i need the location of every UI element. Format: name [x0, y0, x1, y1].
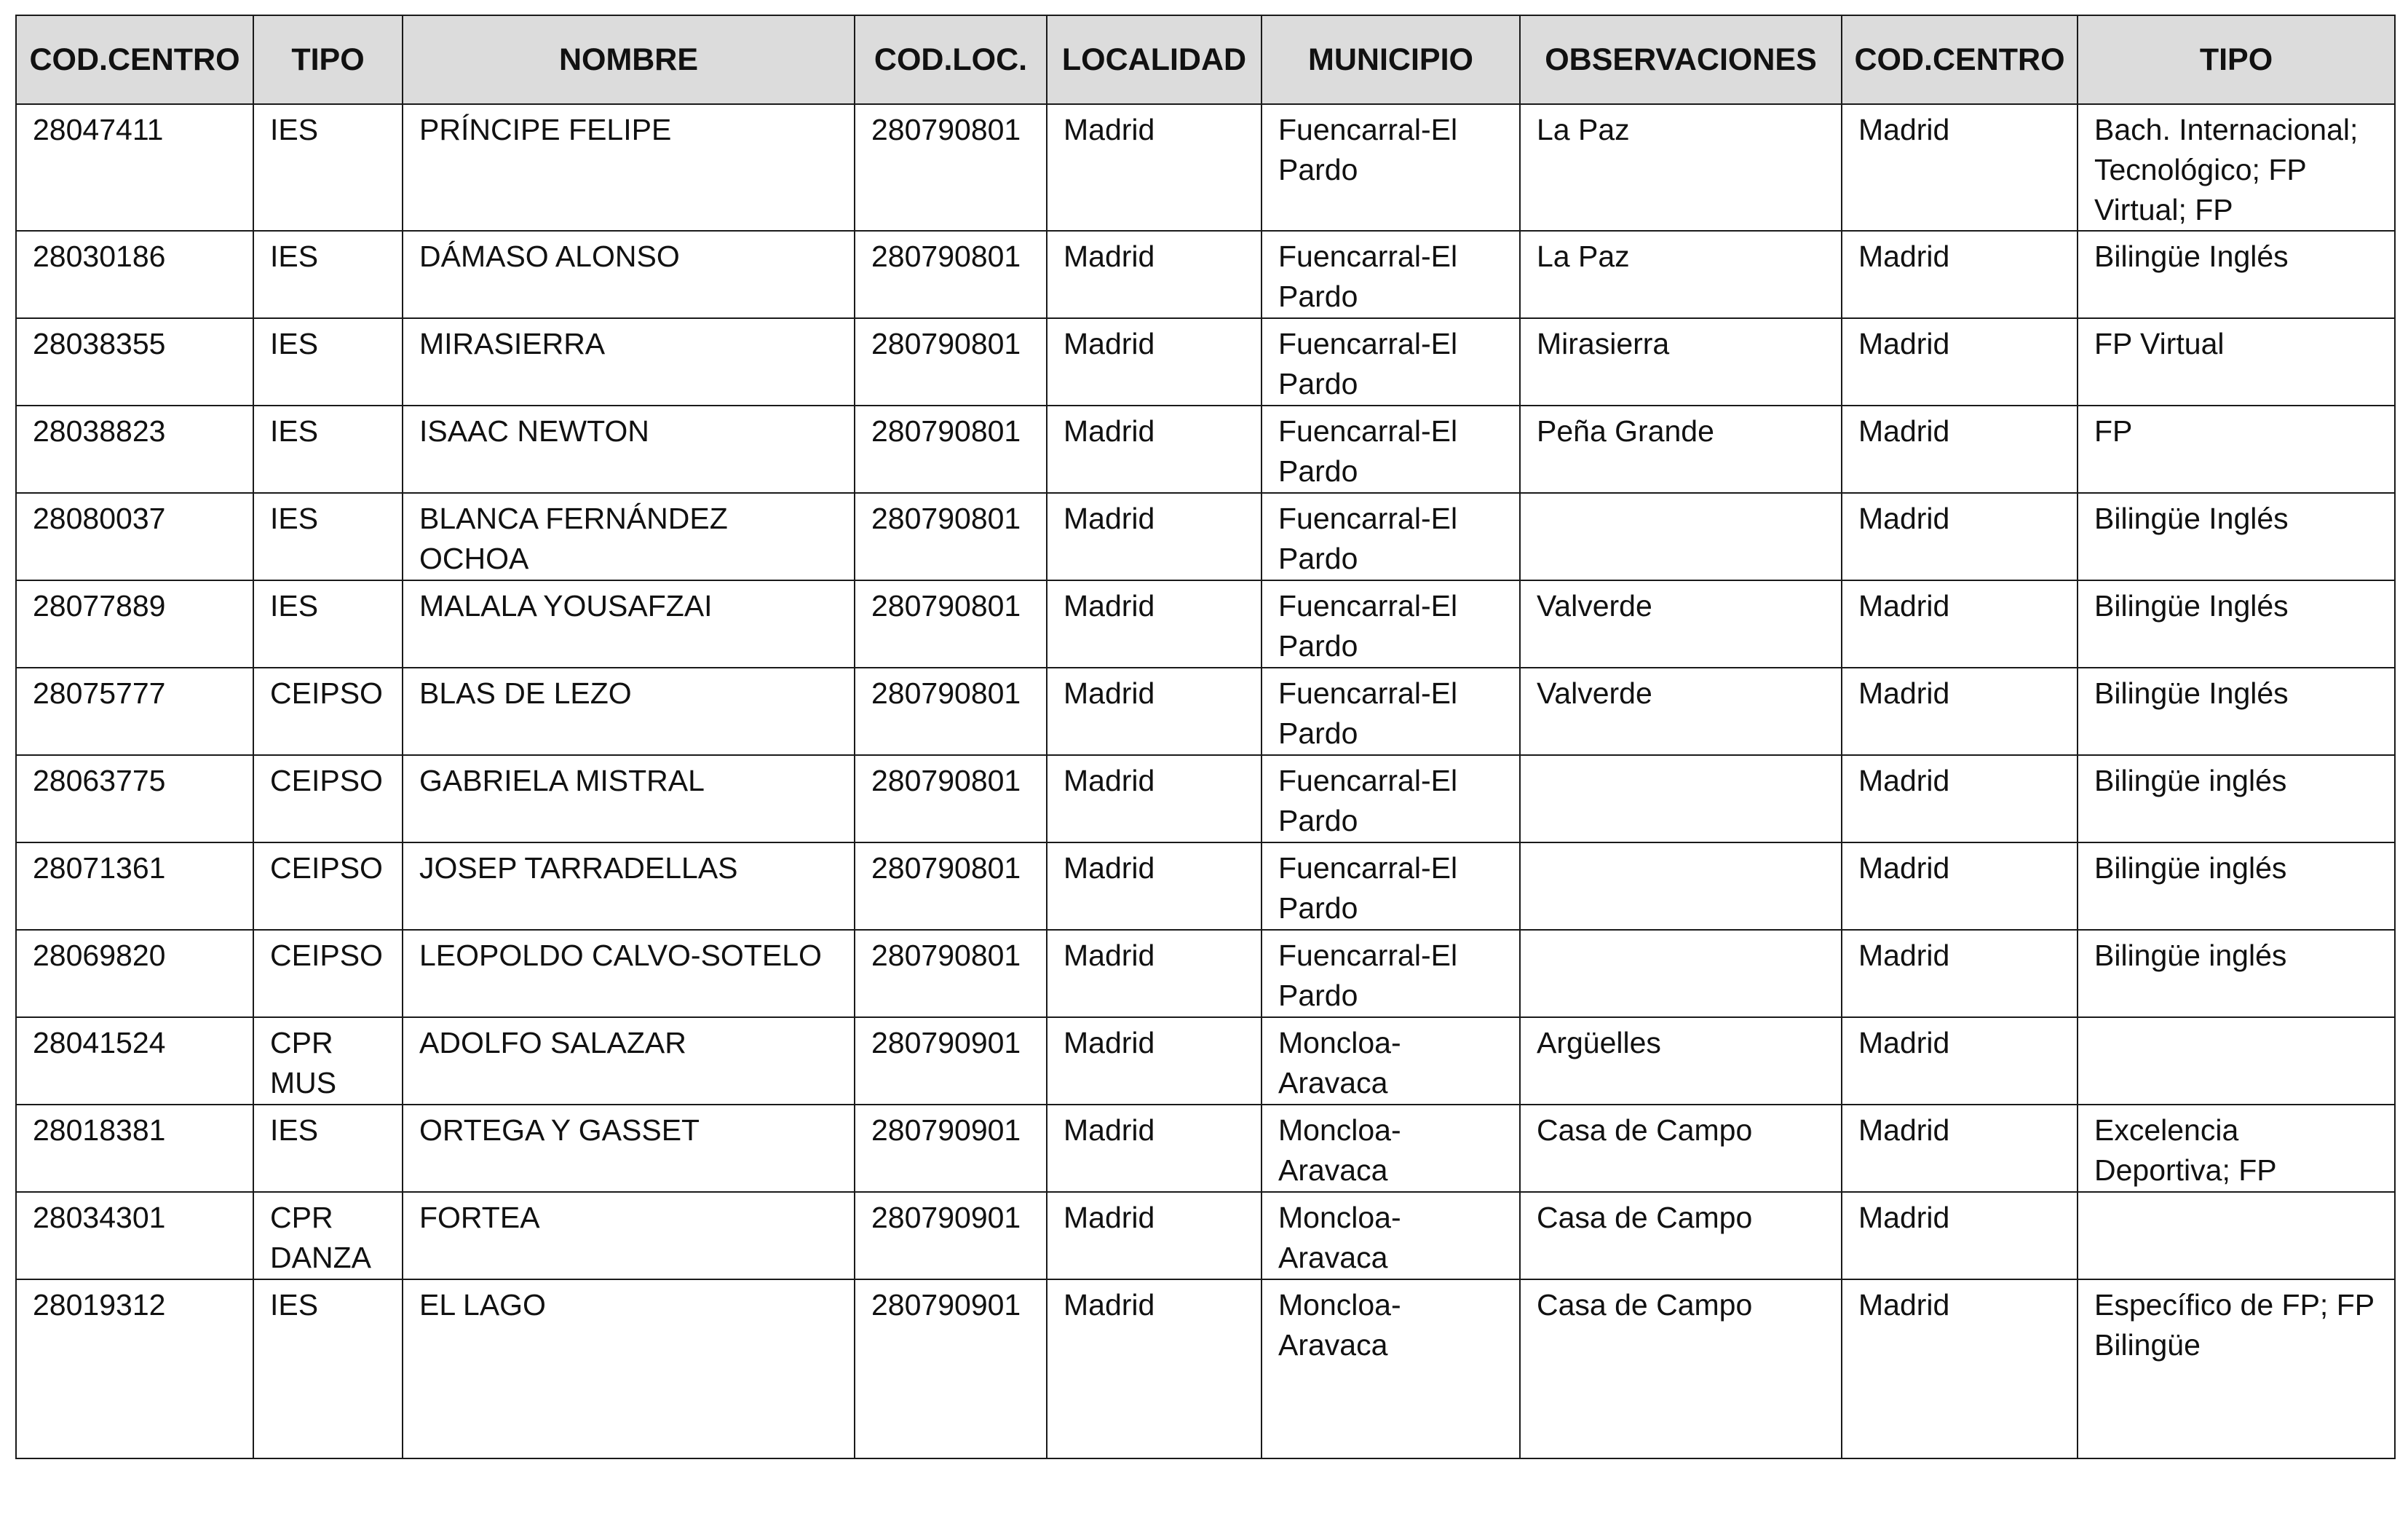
cell-tipo-2 [2078, 1017, 2395, 1105]
cell-cod-centro: 28018381 [16, 1105, 253, 1192]
header-municipio: MUNICIPIO [1262, 15, 1520, 104]
header-tipo-2: TIPO [2078, 15, 2395, 104]
cell-nombre: PRÍNCIPE FELIPE [403, 104, 855, 231]
cell-cod-loc: 280790801 [855, 755, 1047, 842]
cell-localidad: Madrid [1047, 1192, 1262, 1279]
cell-municipio: Fuencarral-El Pardo [1262, 493, 1520, 580]
table-header [16, 15, 2395, 104]
cell-tipo-2: Excelencia Deportiva; FP [2078, 1105, 2395, 1192]
cell-tipo: CPR MUS [253, 1017, 403, 1105]
header-observaciones: OBSERVACIONES [1520, 15, 1842, 104]
cell-cod-centro-2: Madrid [1842, 231, 2078, 318]
cell-localidad: Madrid [1047, 318, 1262, 406]
table-row [16, 318, 2395, 406]
cell-municipio: Fuencarral-El Pardo [1262, 930, 1520, 1017]
cell-cod-loc: 280790801 [855, 580, 1047, 668]
cell-tipo: IES [253, 231, 403, 318]
cell-cod-centro-2: Madrid [1842, 668, 2078, 755]
cell-cod-centro: 28038823 [16, 406, 253, 493]
table-body [16, 104, 2395, 1458]
document-page [15, 15, 2394, 1459]
cell-tipo: IES [253, 318, 403, 406]
table-row [16, 842, 2395, 930]
cell-cod-centro: 28047411 [16, 104, 253, 231]
cell-tipo-2: FP [2078, 406, 2395, 493]
cell-cod-centro: 28019312 [16, 1279, 253, 1458]
cell-municipio: Moncloa-Aravaca [1262, 1192, 1520, 1279]
cell-localidad: Madrid [1047, 842, 1262, 930]
cell-cod-loc: 280790801 [855, 930, 1047, 1017]
cell-cod-centro-2: Madrid [1842, 580, 2078, 668]
cell-cod-loc: 280790801 [855, 668, 1047, 755]
table-row [16, 755, 2395, 842]
cell-cod-centro: 28034301 [16, 1192, 253, 1279]
cell-observaciones: Casa de Campo [1520, 1192, 1842, 1279]
cell-cod-centro: 28030186 [16, 231, 253, 318]
cell-cod-loc: 280790801 [855, 231, 1047, 318]
header-localidad: LOCALIDAD [1047, 15, 1262, 104]
cell-nombre: BLAS DE LEZO [403, 668, 855, 755]
header-nombre: NOMBRE [403, 15, 855, 104]
cell-cod-centro: 28071361 [16, 842, 253, 930]
table-row [16, 668, 2395, 755]
cell-observaciones: La Paz [1520, 104, 1842, 231]
cell-cod-centro-2: Madrid [1842, 1105, 2078, 1192]
cell-observaciones [1520, 755, 1842, 842]
cell-municipio: Fuencarral-El Pardo [1262, 580, 1520, 668]
cell-cod-loc: 280790901 [855, 1192, 1047, 1279]
cell-tipo-2: Bilingüe inglés [2078, 930, 2395, 1017]
cell-nombre: ISAAC NEWTON [403, 406, 855, 493]
cell-cod-loc: 280790901 [855, 1017, 1047, 1105]
cell-cod-centro-2: Madrid [1842, 1017, 2078, 1105]
cell-cod-loc: 280790801 [855, 493, 1047, 580]
table-row [16, 406, 2395, 493]
cell-localidad: Madrid [1047, 580, 1262, 668]
cell-observaciones [1520, 842, 1842, 930]
cell-nombre: GABRIELA MISTRAL [403, 755, 855, 842]
cell-tipo: IES [253, 1105, 403, 1192]
cell-observaciones: La Paz [1520, 231, 1842, 318]
cell-nombre: ADOLFO SALAZAR [403, 1017, 855, 1105]
cell-tipo-2: Bilingüe inglés [2078, 755, 2395, 842]
cell-municipio: Fuencarral-El Pardo [1262, 231, 1520, 318]
table-row [16, 104, 2395, 231]
cell-cod-centro-2: Madrid [1842, 930, 2078, 1017]
cell-cod-centro: 28069820 [16, 930, 253, 1017]
cell-nombre: DÁMASO ALONSO [403, 231, 855, 318]
cell-cod-centro-2: Madrid [1842, 318, 2078, 406]
header-row [16, 15, 2395, 104]
cell-nombre: ORTEGA Y GASSET [403, 1105, 855, 1192]
cell-tipo-2: Bilingüe Inglés [2078, 580, 2395, 668]
table-row [16, 930, 2395, 1017]
cell-municipio: Fuencarral-El Pardo [1262, 668, 1520, 755]
cell-tipo-2: Bilingüe Inglés [2078, 668, 2395, 755]
cell-nombre: BLANCA FERNÁNDEZ OCHOA [403, 493, 855, 580]
cell-localidad: Madrid [1047, 493, 1262, 580]
cell-cod-centro-2: Madrid [1842, 755, 2078, 842]
cell-observaciones: Casa de Campo [1520, 1105, 1842, 1192]
cell-tipo-2: Bilingüe Inglés [2078, 493, 2395, 580]
cell-cod-centro: 28077889 [16, 580, 253, 668]
cell-cod-loc: 280790801 [855, 406, 1047, 493]
cell-localidad: Madrid [1047, 755, 1262, 842]
cell-localidad: Madrid [1047, 231, 1262, 318]
cell-nombre: JOSEP TARRADELLAS [403, 842, 855, 930]
cell-cod-centro-2: Madrid [1842, 104, 2078, 231]
cell-tipo: CPR DANZA [253, 1192, 403, 1279]
cell-localidad: Madrid [1047, 1279, 1262, 1458]
cell-localidad: Madrid [1047, 1017, 1262, 1105]
cell-observaciones: Mirasierra [1520, 318, 1842, 406]
cell-cod-centro-2: Madrid [1842, 1279, 2078, 1458]
cell-tipo: CEIPSO [253, 842, 403, 930]
cell-cod-centro-2: Madrid [1842, 406, 2078, 493]
cell-cod-centro-2: Madrid [1842, 493, 2078, 580]
cell-observaciones: Peña Grande [1520, 406, 1842, 493]
cell-localidad: Madrid [1047, 930, 1262, 1017]
cell-cod-centro-2: Madrid [1842, 1192, 2078, 1279]
table-row [16, 1192, 2395, 1279]
cell-municipio: Fuencarral-El Pardo [1262, 318, 1520, 406]
cell-municipio: Fuencarral-El Pardo [1262, 842, 1520, 930]
cell-tipo-2: FP Virtual [2078, 318, 2395, 406]
table-row [16, 1105, 2395, 1192]
cell-observaciones: Argüelles [1520, 1017, 1842, 1105]
cell-localidad: Madrid [1047, 668, 1262, 755]
cell-localidad: Madrid [1047, 406, 1262, 493]
header-tipo: TIPO [253, 15, 403, 104]
cell-tipo: CEIPSO [253, 668, 403, 755]
cell-nombre: FORTEA [403, 1192, 855, 1279]
cell-observaciones: Casa de Campo [1520, 1279, 1842, 1458]
header-cod-centro-2: COD.CENTRO [1842, 15, 2078, 104]
cell-municipio: Moncloa-Aravaca [1262, 1105, 1520, 1192]
cell-tipo-2: Bilingüe Inglés [2078, 231, 2395, 318]
cell-cod-centro-2: Madrid [1842, 842, 2078, 930]
table-row [16, 231, 2395, 318]
cell-municipio: Moncloa-Aravaca [1262, 1279, 1520, 1458]
table-row [16, 1279, 2395, 1458]
cell-nombre: LEOPOLDO CALVO-SOTELO [403, 930, 855, 1017]
table-row [16, 580, 2395, 668]
cell-cod-centro: 28080037 [16, 493, 253, 580]
table-row [16, 493, 2395, 580]
table-row [16, 1017, 2395, 1105]
cell-tipo-2: Bilingüe inglés [2078, 842, 2395, 930]
cell-tipo-2: Bach. Internacional; Tecnológico; FP Virtual; FP [2078, 104, 2395, 231]
cell-cod-loc: 280790901 [855, 1279, 1047, 1458]
cell-municipio: Moncloa-Aravaca [1262, 1017, 1520, 1105]
cell-localidad: Madrid [1047, 1105, 1262, 1192]
cell-cod-loc: 280790801 [855, 318, 1047, 406]
cell-tipo: IES [253, 1279, 403, 1458]
schools-table [15, 15, 2396, 1459]
cell-observaciones [1520, 930, 1842, 1017]
cell-cod-loc: 280790801 [855, 842, 1047, 930]
cell-nombre: MIRASIERRA [403, 318, 855, 406]
cell-localidad: Madrid [1047, 104, 1262, 231]
header-cod-loc: COD.LOC. [855, 15, 1047, 104]
cell-tipo-2 [2078, 1192, 2395, 1279]
cell-tipo-2: Específico de FP; FP Bilingüe [2078, 1279, 2395, 1458]
cell-cod-centro: 28038355 [16, 318, 253, 406]
cell-municipio: Fuencarral-El Pardo [1262, 104, 1520, 231]
cell-cod-centro: 28041524 [16, 1017, 253, 1105]
cell-tipo: IES [253, 406, 403, 493]
cell-cod-centro: 28063775 [16, 755, 253, 842]
cell-cod-loc: 280790801 [855, 104, 1047, 231]
cell-municipio: Fuencarral-El Pardo [1262, 406, 1520, 493]
cell-nombre: EL LAGO [403, 1279, 855, 1458]
cell-observaciones [1520, 493, 1842, 580]
cell-tipo: CEIPSO [253, 930, 403, 1017]
cell-observaciones: Valverde [1520, 668, 1842, 755]
cell-tipo: IES [253, 580, 403, 668]
cell-tipo: IES [253, 493, 403, 580]
cell-cod-centro: 28075777 [16, 668, 253, 755]
cell-observaciones: Valverde [1520, 580, 1842, 668]
cell-nombre: MALALA YOUSAFZAI [403, 580, 855, 668]
cell-municipio: Fuencarral-El Pardo [1262, 755, 1520, 842]
cell-cod-loc: 280790901 [855, 1105, 1047, 1192]
header-cod-centro: COD.CENTRO [16, 15, 253, 104]
cell-tipo: CEIPSO [253, 755, 403, 842]
cell-tipo: IES [253, 104, 403, 231]
